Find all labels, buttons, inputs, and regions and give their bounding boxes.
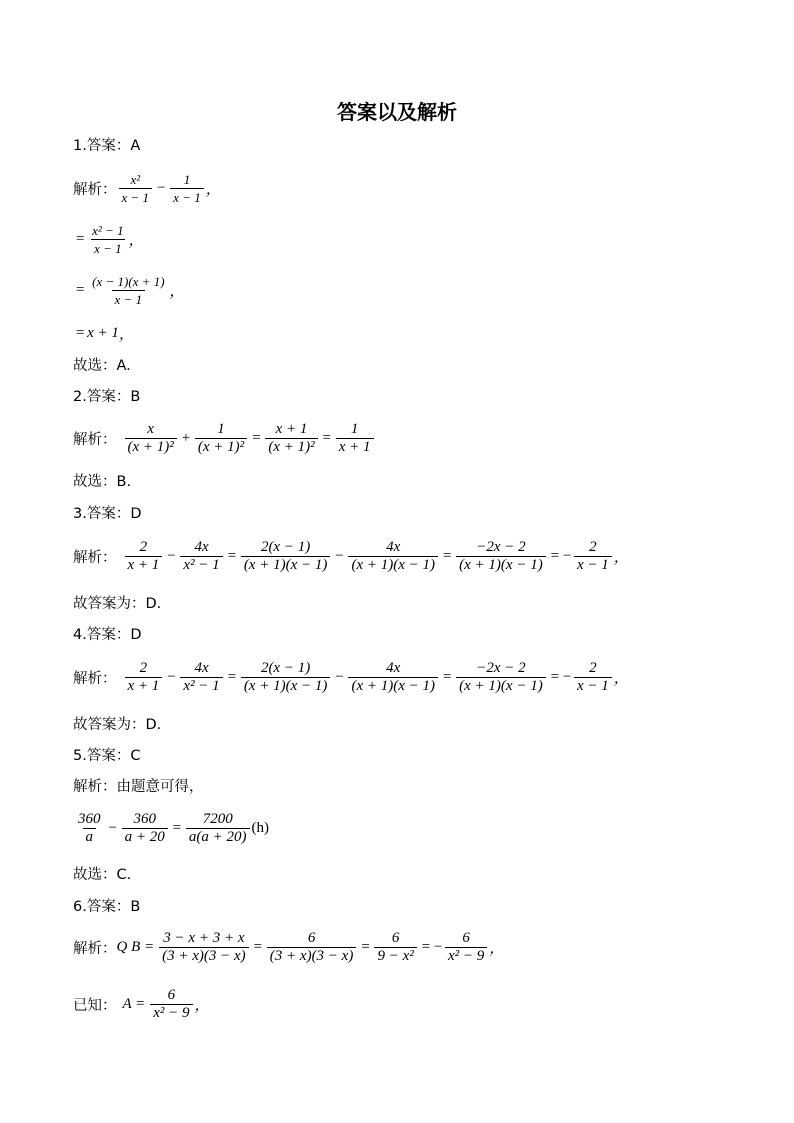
q1-step-1: = $\frac{\text{x² − 1}}{x - 1}$ ， [75,222,144,256]
jiexi-label: 解析： [73,940,117,957]
fraction: $\frac{2}{x + 1}$ [125,539,163,574]
q1-step-2: = $\frac{(x - 1)(x + 1)}{x - 1}$ ， [75,273,185,307]
fraction: $\frac{6}{\text{9 − x²}}$ [374,930,416,965]
q1-answer: 1.答案：A [73,138,141,154]
fraction: $\frac{3 - x + 3 + x}{(3 + x)(3 - x)}$ [159,930,249,965]
fraction: $\frac{6}{(3 + x)(3 - x)}$ [267,930,357,965]
q2-choice: 故选：B. [73,474,132,490]
q1-expression: $\frac{\text{x²}}{x - 1}$ − $\frac{1}{x - 1}$ ， [117,171,221,206]
q1-choice: 故选：A. [73,358,131,374]
jiexi-label: 解析： [73,431,117,448]
fraction: $\frac{2}{x + 1}$ [125,660,163,695]
fraction: $\frac{360}{a}$ [78,810,101,845]
fraction: $\frac{x}{\text{(x + 1)²}}$ [125,421,177,456]
fraction: $\frac{7200}{a(a + 20)}$ [186,811,250,846]
q5-intro: 解析：由题意可得， [73,779,204,795]
fraction: $\frac{-2x - 2}{(x + 1)(x - 1)}$ [456,539,546,574]
fraction: $\frac{1}{x - 1}$ [170,171,204,206]
q3-formula: 解析： $\frac{2}{x + 1}$ − $\frac{4x}{\text{x² − 1}}$ = $\frac{2(x - 1)}{(x + 1)(x - 1)}$ − $\frac{4x}{(x + 1)(x - 1)}$ = $\frac{-2x - 2}{(x + 1)(x - 1)}$ = − $\frac{2}{x - 1}$ ， [73,538,629,573]
fraction: $\frac{\text{x²}}{x - 1}$ [119,171,153,206]
q6-answer: 6.答案：B [73,899,141,915]
q4-answer: 4.答案：D [73,627,142,643]
q4-choice: 故答案为：D. [73,717,162,733]
fraction: $\frac{4x}{(x + 1)(x - 1)}$ [348,539,438,574]
fraction: $\frac{(x - 1)(x + 1)}{x - 1}$ [92,273,165,307]
q1-step-3: = x + 1 ， [75,324,134,343]
fraction: $\frac{6}{\text{x² − 9}}$ [150,987,192,1022]
fraction: $\frac{2(x - 1)}{(x + 1)(x - 1)}$ [241,539,331,574]
fraction: $\frac{2}{x - 1}$ [574,660,612,695]
fraction: $\frac{360}{a + 20}$ [122,811,168,846]
q6-formula: 解析： Q B = $\frac{3 - x + 3 + x}{(3 + x)(3 - x)}$ = $\frac{6}{(3 + x)(3 - x)}$ = $\frac{6}{\text{9 − x²}}$ = − $\frac{6}{\text{x² − 9}}$ ， [73,929,505,964]
fraction: $\frac{x + 1}{\text{(x + 1)²}}$ [265,421,317,456]
known-label: 已知： [73,997,117,1014]
jiexi-label: 解析： [73,181,117,198]
q3-answer: 3.答案：D [73,506,142,522]
q2-formula: 解析： $\frac{x}{\text{(x + 1)²}}$ + $\frac{1}{\text{(x + 1)²}}$ = $\frac{x + 1}{\text{(x + 1)²}}$ = $\frac{1}{x + 1}$ [73,418,376,458]
fraction: $\frac{2}{x - 1}$ [574,539,612,574]
q2-answer: 2.答案：B [73,389,141,405]
fraction: $\frac{4x}{\text{x² − 1}}$ [180,539,222,574]
jiexi-label: 解析： [73,670,117,687]
q3-choice: 故答案为：D. [73,596,162,612]
q5-formula: $\frac{360}{a}$ − $\frac{360}{a + 20}$ = $\frac{7200}{a(a + 20)}$ (h) [73,808,269,848]
fraction: $\frac{1}{\text{(x + 1)²}}$ [195,421,247,456]
fraction: $\frac{4x}{(x + 1)(x - 1)}$ [348,660,438,695]
q6-known: 已知： A = $\frac{6}{\text{x² − 9}}$ ， [73,986,210,1021]
fraction: $\frac{4x}{\text{x² − 1}}$ [180,660,222,695]
q1-formula-1 [73,168,221,208]
fraction: $\frac{6}{\text{x² − 9}}$ [445,930,487,965]
q4-formula: 解析： $\frac{2}{x + 1}$ − $\frac{4x}{\text{x² − 1}}$ = $\frac{2(x - 1)}{(x + 1)(x - 1)}$ − $\frac{4x}{(x + 1)(x - 1)}$ = $\frac{-2x - 2}{(x + 1)(x - 1)}$ = − $\frac{2}{x - 1}$ ， [73,659,629,694]
q5-answer: 5.答案：C [73,748,141,764]
fraction: $\frac{1}{x + 1}$ [336,421,374,456]
fraction: $\frac{2(x - 1)}{(x + 1)(x - 1)}$ [241,660,331,695]
q5-choice: 故选：C. [73,867,132,883]
page-title: 答案以及解析 [337,100,457,124]
jiexi-label: 解析： [73,549,117,566]
fraction: $\frac{\text{x² − 1}}{x - 1}$ [92,222,124,256]
fraction: $\frac{-2x - 2}{(x + 1)(x - 1)}$ [456,660,546,695]
